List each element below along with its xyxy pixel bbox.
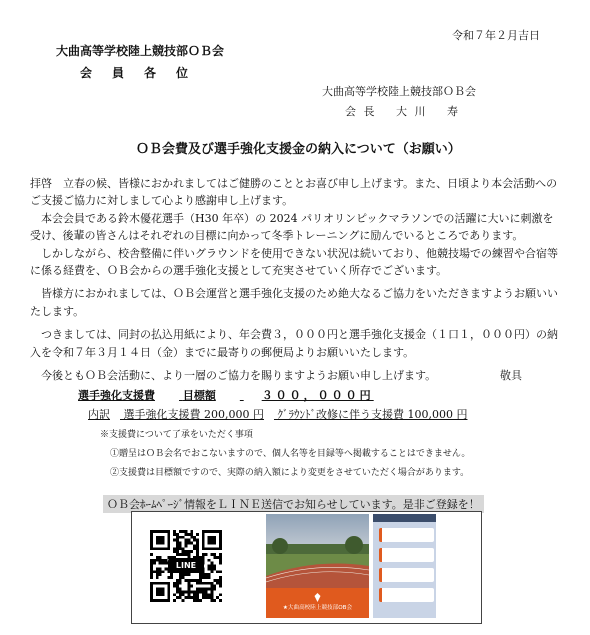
recipient-organization: 大曲高等学校陸上競技部ＯＢ会 bbox=[56, 44, 225, 58]
line-logo: LINE bbox=[168, 558, 204, 573]
sender-president bbox=[345, 103, 474, 119]
breakdown-label: 内訳 bbox=[88, 408, 110, 421]
paragraph-greeting: 拝啓 立春の候、皆様におかれましてはご健勝のこととお喜び申し上げます。また、日頃より本会活動へのご支援ご協力に対しまして心より感謝申し上げます。 bbox=[30, 177, 558, 208]
signoff: 敬具 bbox=[500, 369, 522, 383]
sender-family-name: 大 川 bbox=[396, 105, 428, 118]
photo-caption: ★大曲高校陸上競技部OB会 bbox=[282, 605, 353, 611]
notes-heading: ※支援費について了承をいただく事項 bbox=[100, 430, 253, 440]
closing-text: 今後ともＯＢ会活動に、より一層のご協力を賜りますようお願い申し上げます。 bbox=[41, 369, 437, 383]
line-chat-screenshot bbox=[373, 514, 436, 618]
paragraph-request: 皆様方におかれましては、ＯＢ会運営と選手強化支援のため絶大なるご協力をいただきますようお願いいたします。 bbox=[30, 287, 558, 318]
support-breakdown bbox=[88, 406, 477, 422]
sender-given-name: 寿 bbox=[447, 105, 460, 118]
breakdown-item-ground: ｸﾞﾗｳﾝﾄﾞ改修に伴う支援費 100,000 円 bbox=[277, 408, 468, 421]
chat-header bbox=[373, 514, 436, 522]
recipient-members: 会員各位 bbox=[80, 66, 209, 80]
goal-amount: ３００，０００円 bbox=[261, 389, 374, 402]
breakdown-item-athletes: 選手強化支援費 200,000 円 bbox=[123, 408, 264, 421]
sender-role: 会 長 bbox=[345, 105, 377, 118]
chat-message bbox=[379, 528, 434, 542]
support-goal-row bbox=[78, 387, 398, 403]
letter-body bbox=[30, 175, 560, 384]
line-banner: ＯＢ会ﾎｰﾑﾍﾟｰｼﾞ情報をＬＩＮＥ送信でお知らせしています。是非ご登録を！ bbox=[103, 495, 484, 513]
document-title: ＯＢ会費及び選手強化支援金の納入について（お願い） bbox=[136, 142, 461, 157]
note-item-1: ①贈呈はＯＢ会名でおこないますので、個人名等を目録等へ掲載することはできません。 bbox=[110, 449, 471, 459]
paragraph-athlete: 本会会員である鈴木優花選手（H30 年卒）の 2024 パリオリンピックマラソンでの活躍に大いに刺激を受け、後輩の皆さんはそれぞれの目標に向かって冬季トレーニングに励んでいるところであります。 bbox=[30, 211, 554, 243]
document-date: 令和７年２月吉日 bbox=[452, 29, 540, 42]
paragraph-payment: つきましては、同封の払込用紙により、年会費３，０００円と選手強化支援金（１口１，０００円）の納入を令和７年３月１４日（金）までに最寄りの郵便局よりお願いいたします。 bbox=[30, 328, 558, 359]
paragraph-closing bbox=[30, 367, 560, 384]
track-photo bbox=[266, 514, 369, 618]
chat-message bbox=[379, 568, 434, 582]
chat-message bbox=[379, 588, 434, 602]
sender-organization: 大曲高等学校陸上競技部ＯＢ会 bbox=[322, 85, 476, 98]
track-photo-image bbox=[266, 514, 369, 618]
note-item-2: ②支援費は目標額ですので、実際の納入額により変更をさせていただく場合があります。 bbox=[110, 468, 470, 478]
chat-message bbox=[379, 548, 434, 562]
paragraph-situation: しかしながら、校舎整備に伴いグラウンドを使用できない状況は続いており、他競技場での練習や合宿等に係る経費を、ＯＢ会からの選手強化支援として充実させていく所存でございます。 bbox=[30, 246, 558, 278]
goal-label: 目標額 bbox=[182, 389, 216, 402]
support-label: 選手強化支援費 bbox=[78, 389, 155, 402]
